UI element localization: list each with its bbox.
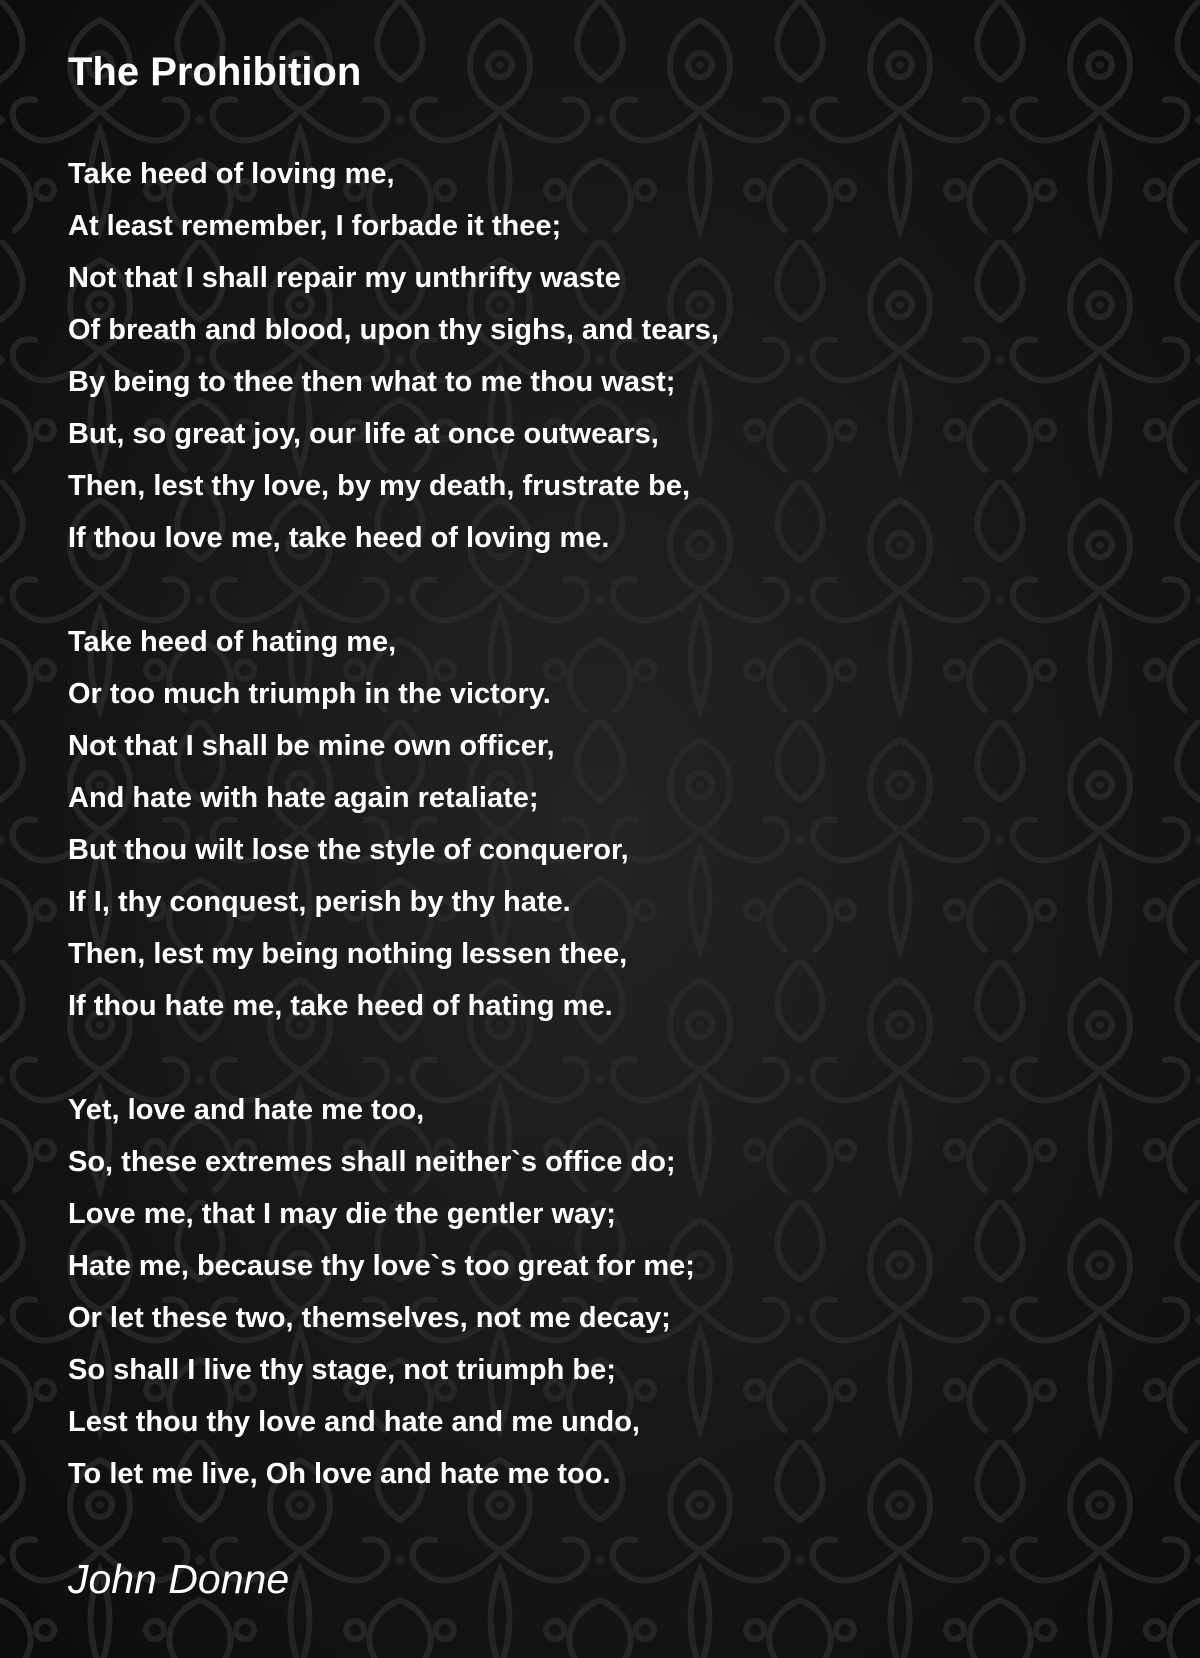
poem-line: By being to thee then what to me thou wast; xyxy=(68,366,676,398)
poem-line: Or let these two, themselves, not me decay; xyxy=(68,1302,671,1334)
poem-line: If thou love me, take heed of loving me. xyxy=(68,522,610,554)
poem-line: So, these extremes shall neither`s office do; xyxy=(68,1146,676,1178)
poem-line: Not that I shall be mine own officer, xyxy=(68,730,555,762)
poem-line: If thou hate me, take heed of hating me. xyxy=(68,990,613,1022)
poem-line: Or too much triumph in the victory. xyxy=(68,678,551,710)
poem-line: At least remember, I forbade it thee; xyxy=(68,210,562,242)
stanza-2 xyxy=(68,616,629,1032)
poem-line: So shall I live thy stage, not triumph be; xyxy=(68,1354,616,1386)
poem-line: But, so great joy, our life at once outwears, xyxy=(68,418,659,450)
poem-line: If I, thy conquest, perish by thy hate. xyxy=(68,886,571,918)
poem-line: And hate with hate again retaliate; xyxy=(68,782,539,814)
poem-line: To let me live, Oh love and hate me too. xyxy=(68,1458,611,1490)
poem-line: Of breath and blood, upon thy sighs, and tears, xyxy=(68,314,719,346)
poem-line: Then, lest my being nothing lessen thee, xyxy=(68,938,628,970)
poem-line: But thou wilt lose the style of conqueror, xyxy=(68,834,629,866)
poem-line: Not that I shall repair my unthrifty waste xyxy=(68,262,621,294)
poem-line: Yet, love and hate me too, xyxy=(68,1094,425,1126)
poem-title: The Prohibition xyxy=(68,50,362,94)
poem-line: Take heed of loving me, xyxy=(68,158,395,190)
poem-line: Hate me, because thy love`s too great for me; xyxy=(68,1250,695,1282)
poem-author: John Donne xyxy=(68,1556,290,1602)
poem-line: Take heed of hating me, xyxy=(68,626,397,658)
poem-line: Then, lest thy love, by my death, frustrate be, xyxy=(68,470,691,502)
poem-line: Love me, that I may die the gentler way; xyxy=(68,1198,616,1230)
poem-line: Lest thou thy love and hate and me undo, xyxy=(68,1406,640,1438)
stanza-3 xyxy=(68,1084,695,1500)
stanza-1 xyxy=(68,148,719,564)
